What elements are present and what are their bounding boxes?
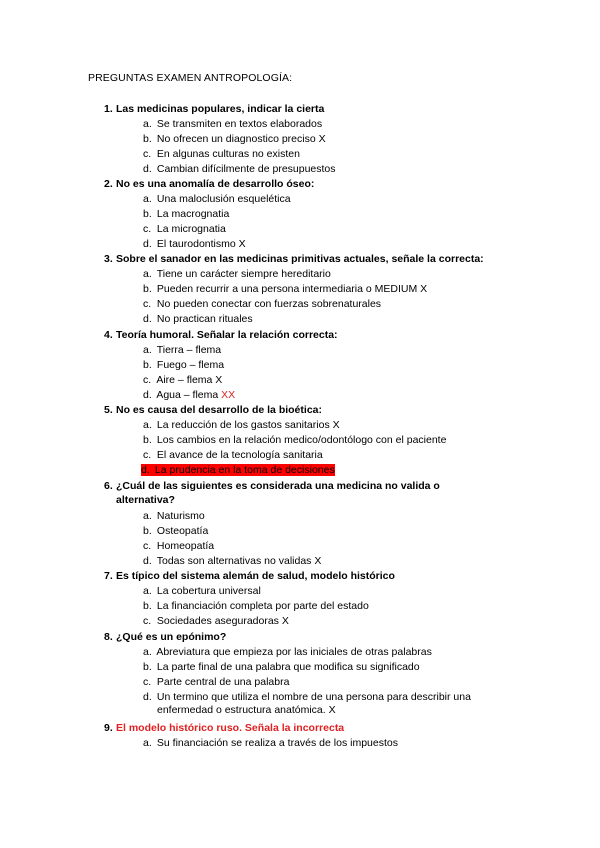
option-text: Parte central de una palabra [156,676,290,688]
question-number: 5. [104,404,113,416]
option-6c [143,540,214,552]
option-letter: b. [143,283,152,295]
option-8a [143,646,432,658]
question-7 [104,570,395,582]
option-letter: c. [143,148,152,160]
option-letter: c. [143,374,152,386]
option-text: Fuego – flema [156,359,225,371]
option-letter: a. [143,193,152,205]
option-text: Su financiación se realiza a través de los impuestos [156,737,398,749]
question-number: 7. [104,570,113,582]
option-text: El avance de la tecnología sanitaria [156,449,323,461]
option-5a [143,419,340,431]
option-2a [143,193,291,205]
option-text: Se transmiten en textos elaborados [156,118,323,130]
option-7c [143,615,289,627]
option-letter: c. [143,540,152,552]
option-text: Cambian difícilmente de presupuestos [156,163,336,175]
option-text: Todas son alternativas no validas X [156,555,322,567]
option-5c [143,449,323,461]
option-9a [143,737,398,749]
option-letter: c. [143,615,152,627]
option-letter: d. [143,238,152,250]
option-letter: a. [143,737,152,749]
option-text: Homeopatía [156,540,215,552]
option-letter: a. [143,510,152,522]
option-text: La prudencia en la toma de decisiones [154,464,335,476]
option-text: Osteopatía [156,525,209,537]
option-letter: a. [143,585,152,597]
option-text: Los cambios en la relación medico/odontólogo con el paciente [156,434,447,446]
option-text: La macrognatia [156,208,230,220]
option-letter: d. [143,691,152,703]
option-text: Sociedades aseguradoras X [156,615,289,627]
option-2c [143,223,226,235]
question-text: ¿Cuál de las siguientes es considerada una medicina no valida o [116,480,440,492]
option-3c [143,298,381,310]
option-8d [143,691,471,716]
option-text: Un termino que utiliza el nombre de una persona para describir una [156,691,471,703]
question-text: Las medicinas populares, indicar la cierta [116,103,325,115]
question-text: Teoría humoral. Señalar la relación correcta: [116,329,338,341]
answer-mark: XX [221,389,236,401]
option-text: La micrognatia [156,223,226,235]
question-8 [104,631,226,643]
question-6 [104,480,440,506]
option-4d [143,389,235,401]
option-text: Pueden recurrir a una persona intermediaria o MEDIUM X [156,283,428,295]
option-text: Tierra – flema [156,344,222,356]
option-8c [143,676,289,688]
option-letter: b. [143,661,152,673]
option-letter: d. [143,163,152,175]
option-letter: b. [143,525,152,537]
option-1c [143,148,300,160]
option-1a [143,118,322,130]
question-4 [104,329,338,341]
option-text-continued: enfermedad o estructura anatómica. X [157,704,336,716]
option-text: La financiación completa por parte del estado [156,600,369,612]
option-6b [143,525,208,537]
document-title: PREGUNTAS EXAMEN ANTROPOLOGÍA: [88,72,293,84]
option-text: Naturismo [156,510,205,522]
option-text: No ofrecen un diagnostico preciso X [156,133,326,145]
option-1b [143,133,326,145]
option-text: La reducción de los gastos sanitarios X [156,419,340,431]
option-text: No pueden conectar con fuerzas sobrenaturales [156,298,382,310]
option-letter: c. [143,449,152,461]
question-number: 8. [104,631,113,643]
question-number: 6. [104,480,113,492]
option-2b [143,208,229,220]
question-number: 9. [104,722,113,734]
question-text: No es causa del desarrollo de la bioética: [116,404,322,416]
option-4b [143,359,224,371]
option-letter: a. [143,268,152,280]
option-text: Abreviatura que empieza por las iniciales de otras palabras [156,646,432,658]
question-text-continued: alternativa? [116,494,175,506]
option-text: Agua – flema [156,389,222,401]
question-text: El modelo histórico ruso. Señala la incorrecta [116,722,345,734]
option-5b [143,434,446,446]
question-5 [104,404,322,416]
option-7a [143,585,261,597]
option-letter: a. [143,419,152,431]
option-letter: d. [143,313,152,325]
option-letter: b. [143,208,152,220]
option-letter: d. [143,555,152,567]
option-2d [143,238,246,250]
option-text: Tiene un carácter siempre hereditario [156,268,331,280]
option-text: La cobertura universal [156,585,261,597]
option-letter: d. [143,389,152,401]
option-text: Aire – flema X [156,374,223,386]
question-9 [104,722,344,734]
option-letter: b. [143,359,152,371]
question-text: No es una anomalía de desarrollo óseo: [116,178,315,190]
option-6a [143,510,205,522]
option-text: No practican rituales [156,313,253,325]
question-3 [104,253,484,265]
option-letter: c. [143,223,152,235]
highlight-answer [141,464,335,476]
question-text: Es típico del sistema alemán de salud, modelo histórico [116,570,395,582]
option-letter: a. [143,344,152,356]
option-6d [143,555,321,567]
question-2 [104,178,314,190]
question-number: 1. [104,103,113,115]
option-text: Una maloclusión esquelética [156,193,291,205]
option-letter: b. [143,434,152,446]
option-letter: a. [143,118,152,130]
option-3a [143,268,331,280]
question-number: 4. [104,329,113,341]
question-text: Sobre el sanador en las medicinas primitivas actuales, señale la correcta: [116,253,484,265]
option-1d [143,163,336,175]
option-7b [143,600,369,612]
question-text: ¿Qué es un epónimo? [116,631,227,643]
option-letter: b. [143,133,152,145]
option-3d [143,313,253,325]
option-text: En algunas culturas no existen [156,148,300,160]
question-number: 3. [104,253,113,265]
option-3b [143,283,427,295]
option-4c [143,374,222,386]
question-number: 2. [104,178,113,190]
option-text: La parte final de una palabra que modifica su significado [156,661,420,673]
option-letter: b. [143,600,152,612]
option-letter: c. [143,676,152,688]
option-4a [143,344,221,356]
option-letter: c. [143,298,152,310]
option-letter: d. [141,464,150,476]
option-5d-highlighted [141,464,335,476]
option-8b [143,661,420,673]
question-1 [104,103,324,115]
option-letter: a. [143,646,152,658]
option-text: El taurodontismo X [156,238,246,250]
